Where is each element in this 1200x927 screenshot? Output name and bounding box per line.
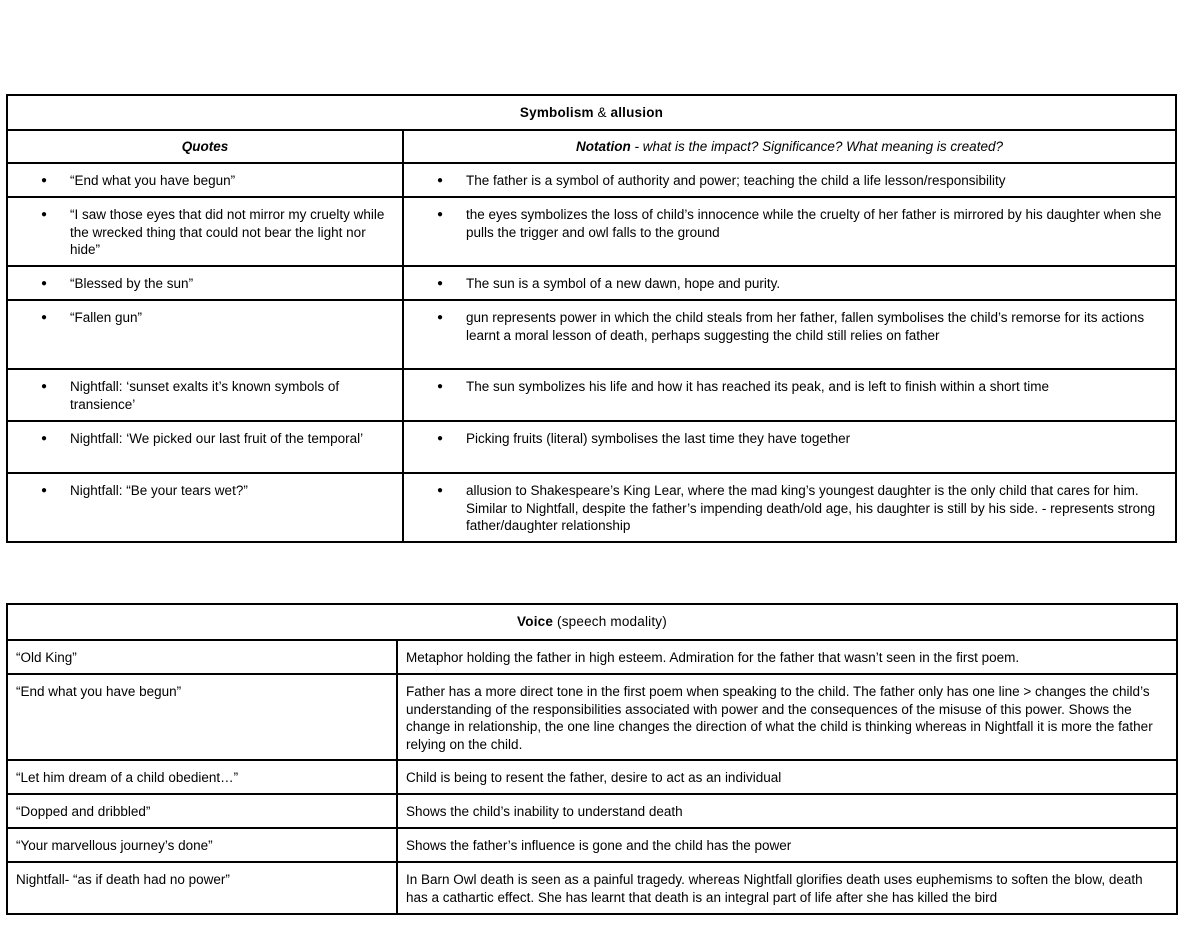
voice-note: Shows the father’s influence is gone and the child has the power [397,828,1177,862]
table-row [7,300,1176,369]
voice-note: Child is being to resent the father, desire to act as an individual [397,760,1177,794]
table-row [7,163,1176,197]
header-notation-question: - what is the impact? Significance? What meaning is created? [630,138,1003,154]
table-row [7,421,1176,473]
notation-text: ● allusion to Shakespeare’s King Lear, where the mad king’s youngest daughter is the only child that cares for him. Similar to Nightfall, despite the father’s impending death/old age, his daughter is still by his side. - represents strong father/daughter relationship [466,482,1169,535]
title-speech-modality: (speech modality) [553,614,667,630]
notation-text: ● gun represents power in which the child steals from her father, fallen symbolises the child’s remorse for its actions learnt a moral lesson of death, perhaps suggesting the child still relies on father [466,309,1169,344]
voice-quote: “Your marvellous journey’s done” [7,828,397,862]
quote-text: ● “Blessed by the sun” [70,275,396,293]
header-quotes-label: Quotes [181,138,229,154]
title-allusion: allusion [610,104,664,120]
voice-note: Metaphor holding the father in high esteem. Admiration for the father that wasn’t seen in the first poem. [397,640,1177,674]
table-row [7,862,1177,914]
table-row [7,197,1176,266]
table-row [7,640,1177,674]
table-row [7,473,1176,542]
voice-table [6,603,1178,915]
table-row [7,369,1176,421]
header-notation-label: Notation [576,138,631,154]
header-quotes [7,130,403,163]
symbolism-allusion-table [6,94,1177,543]
table-row [7,760,1177,794]
quote-text: ● “I saw those eyes that did not mirror my cruelty while the wrecked thing that could not bear the light nor hide” [70,206,396,259]
voice-quote: “Old King” [7,640,397,674]
table-row [7,828,1177,862]
voice-quote: “Let him dream of a child obedient…” [7,760,397,794]
table-row [7,674,1177,760]
notation-text: ● Picking fruits (literal) symbolises the last time they have together [466,430,1169,448]
title-ampersand: & [597,104,607,120]
notation-text: ● The sun symbolizes his life and how it has reached its peak, and is left to finish within a short time [466,378,1169,396]
notation-text: ● The father is a symbol of authority and power; teaching the child a life lesson/responsibility [466,172,1169,190]
quote-text: ● Nightfall: “Be your tears wet?” [70,482,396,500]
voice-note: In Barn Owl death is seen as a painful tragedy. whereas Nightfall glorifies death uses euphemisms to soften the blow, death has a cathartic effect. She has learnt that death is an integral part of life after she has killed the bird [397,862,1177,914]
voice-quote: “Dopped and dribbled” [7,794,397,828]
table-row [7,794,1177,828]
quote-text: ● Nightfall: ‘sunset exalts it’s known symbols of transience’ [70,378,396,413]
voice-note: Father has a more direct tone in the first poem when speaking to the child. The father only has one line > changes the child’s understanding of the responsibilities associated with power and the consequences of the misuse of this power. Shows the change in relationship, the one line changes the direction of what the child is thinking whereas in Nightfall it is more the father relying on the child. [397,674,1177,760]
symbolism-table-title [7,95,1176,130]
notation-text: ● the eyes symbolizes the loss of child’s innocence while the cruelty of her father is mirrored by his daughter when she pulls the trigger and owl falls to the ground [466,206,1169,241]
voice-table-title [7,604,1177,640]
table-row [7,266,1176,300]
quote-text: ● “Fallen gun” [70,309,396,327]
quote-text: ● “End what you have begun” [70,172,396,190]
header-notation [403,130,1176,163]
voice-note: Shows the child’s inability to understand death [397,794,1177,828]
voice-quote: “End what you have begun” [7,674,397,760]
notation-text: ● The sun is a symbol of a new dawn, hope and purity. [466,275,1169,293]
quote-text: ● Nightfall: ‘We picked our last fruit of the temporal’ [70,430,396,448]
title-symbolism: Symbolism [519,104,594,120]
voice-quote: Nightfall- “as if death had no power” [7,862,397,914]
title-voice: Voice [517,614,554,630]
